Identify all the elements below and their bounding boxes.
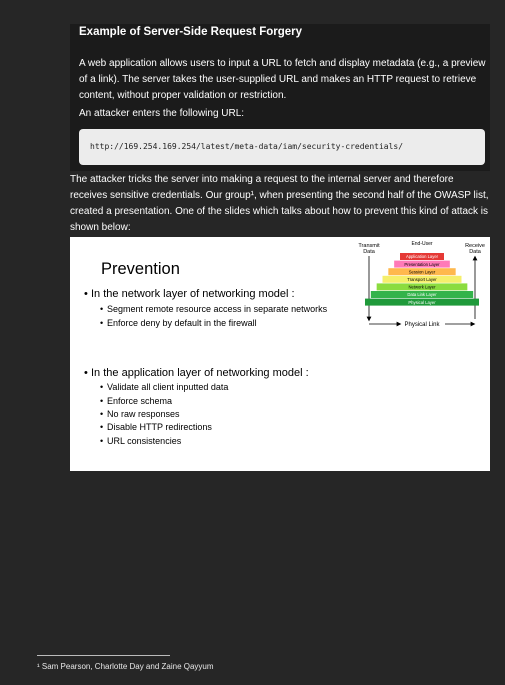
osi-layer-label: Physical Layer: [408, 299, 436, 305]
transmit-label-2: Data: [363, 249, 375, 255]
slide-sub-bullet: • Enforce schema: [100, 396, 173, 406]
card-paragraph-2: An attacker enters the following URL:: [79, 108, 245, 119]
transmit-label: Transmit: [358, 243, 380, 249]
body-paragraph: The attacker tricks the server into making a request to the internal server and therefore receives sensitive credentials. Our group¹, when presenting the second half of the OWASP list, created a presentation. One of the slides which talks about how to prevent this kind of attack is shown below:: [70, 174, 489, 233]
slide-image: [70, 237, 490, 471]
slide-sub-bullet: • URL consistencies: [100, 436, 182, 446]
osi-layer-label: Presentation Layer: [404, 261, 440, 267]
card-title: Example of Server-Side Request Forgery: [79, 26, 303, 38]
slide-sub-bullet: • No raw responses: [100, 409, 180, 419]
osi-layer-label: Session Layer: [408, 269, 436, 275]
slide-bullet: • In the network layer of networking model :: [84, 288, 295, 300]
osi-layer-label: Data Link Layer: [407, 292, 437, 298]
osi-layer-diagram: [353, 239, 493, 339]
slide-sub-bullet: • Enforce deny by default in the firewall: [100, 318, 257, 328]
osi-layer-label: Application Layer: [405, 254, 439, 260]
slide-sub-bullet: • Disable HTTP redirections: [100, 422, 212, 432]
code-block: [79, 129, 485, 165]
physical-link-label: Physical Link: [404, 322, 440, 328]
footnote: ¹ Sam Pearson, Charlotte Day and Zaine Qayyum: [37, 662, 214, 671]
footnote-divider: [37, 655, 170, 656]
end-user-label: End-User: [411, 241, 433, 247]
osi-layer-label: Network Layer: [408, 284, 436, 290]
card-paragraph: A web application allows users to input a URL to fetch and display metadata (e.g., a preview of a link). The server takes the user-supplied URL and makes an HTTP request to retrieve content, without proper validation or restriction.: [79, 58, 486, 101]
code-url: http://169.254.169.254/latest/meta-data/iam/security-credentials/: [90, 142, 404, 151]
slide-title: Prevention: [101, 260, 180, 278]
slide-bullet: • In the application layer of networking model :: [84, 367, 309, 379]
slide-sub-bullet: • Validate all client inputted data: [100, 382, 229, 392]
slide-sub-bullet: • Segment remote resource access in separate networks: [100, 304, 328, 314]
receive-label: Receive: [465, 243, 485, 249]
osi-layer-label: Transport Layer: [407, 277, 437, 282]
receive-label-2: Data: [469, 249, 481, 255]
example-card: [70, 24, 490, 171]
